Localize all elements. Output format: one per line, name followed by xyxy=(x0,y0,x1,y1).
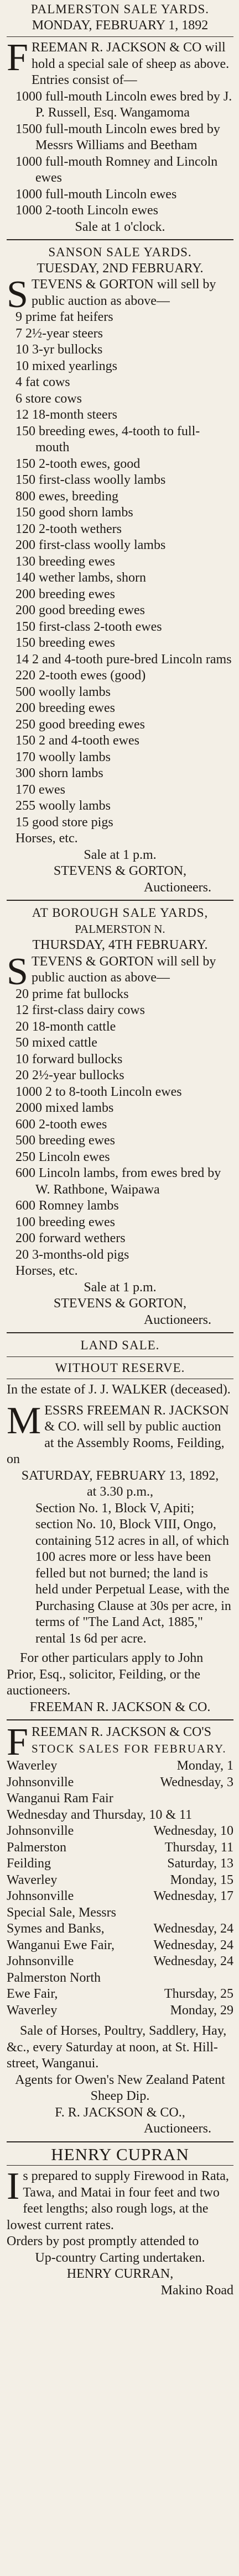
auctioneer-signature: STEVENS & GORTON, xyxy=(53,864,187,878)
schedule-row xyxy=(7,1986,233,2003)
schedule-row xyxy=(7,1954,233,1970)
list-item: 10 forward bullocks xyxy=(15,1052,123,1067)
land-sale-ad xyxy=(7,1337,233,1715)
drop-cap: S xyxy=(7,950,28,993)
ad-intro xyxy=(7,36,233,89)
list-item: 1000 full-mouth Lincoln ewes xyxy=(15,187,177,202)
schedule-place: Palmerston North xyxy=(7,1970,101,1985)
sale-time: Sale at 1 p.m. xyxy=(84,847,157,862)
schedule-row xyxy=(7,1970,233,1987)
schedule-row xyxy=(7,1840,233,1856)
advertiser-address: Makino Road xyxy=(160,2283,233,2298)
sale-time: Sale at 1 o'clock. xyxy=(75,219,165,234)
list-item: 150 first-class woolly lambs xyxy=(15,473,166,487)
list-item: 200 breeding ewes xyxy=(15,587,115,601)
list-item: 300 shorn lambs xyxy=(15,766,103,780)
schedule-date: Monday, 29 xyxy=(170,2003,233,2018)
ad-heading: SANSON SALE YARDS. xyxy=(48,245,192,259)
list-item: 250 good breeding ewes xyxy=(15,717,145,732)
schedule-date: Thursday, 11 xyxy=(164,1840,233,1855)
list-item: 10 mixed yearlings xyxy=(15,358,117,373)
schedule-date: Wednesday, 24 xyxy=(153,1938,233,1952)
schedule-row xyxy=(7,1807,233,1824)
ad-intro xyxy=(7,1399,233,1468)
schedule-row xyxy=(7,1758,233,1775)
sale-time: at 3.30 p.m., xyxy=(87,1485,153,1499)
ad-intro xyxy=(7,2165,233,2234)
horse-sale-note: Sale of Horses, Poultry, Saddlery, Hay, &c., every Saturday at noon, at St. Hill-street, Wanganui. xyxy=(7,2024,227,2071)
schedule-place: Johnsonville xyxy=(7,1889,74,1903)
list-item: 500 woolly lambs xyxy=(15,684,111,699)
intro-text: TEVENS & GORTON will sell by public auction as above— xyxy=(31,277,216,308)
drop-cap: S xyxy=(7,273,28,316)
intro-text: REEMAN R. JACKSON & CO will hold a special sale of sheep as above. Entries consist of— xyxy=(31,40,230,87)
list-item: 100 breeding ewes xyxy=(15,1215,115,1229)
auctioneer-title: Auctioneers. xyxy=(144,880,211,895)
ad-intro xyxy=(7,950,233,993)
schedule-date: Wednesday, 10 xyxy=(153,1824,233,1838)
ad-heading: REEMAN R. JACKSON & CO'S xyxy=(31,1725,211,1739)
drop-cap: F xyxy=(7,36,28,79)
palmerston-sale-ad xyxy=(7,1,233,235)
list-item: 6 store cows xyxy=(15,391,82,406)
ad-heading: PALMERSTON SALE YARDS. xyxy=(30,2,210,16)
drop-cap: M xyxy=(7,1399,41,1442)
list-item: 255 woolly lambs xyxy=(15,799,111,813)
list-item: 20 prime fat bullocks xyxy=(15,986,129,1001)
list-item: Horses, etc. xyxy=(15,1264,78,1278)
list-item: 600 Lincoln lambs, from ewes bred by W. Rathbone, Waipawa xyxy=(15,1166,221,1197)
list-item: 15 good store pigs xyxy=(15,815,113,830)
list-item: 9 prime fat heifers xyxy=(15,310,113,324)
auctioneer-signature: FREEMAN R. JACKSON & CO. xyxy=(29,1699,211,1714)
schedule-row xyxy=(7,1872,233,1889)
schedule-place: Wanganui Ram Fair xyxy=(7,1791,113,1806)
sale-date: TUESDAY, 2ND FEBRUARY. xyxy=(37,261,204,276)
stock-sales-ad xyxy=(7,1721,233,2137)
schedule-row xyxy=(7,1888,233,1905)
list-item: 170 woolly lambs xyxy=(15,749,111,764)
intro-text: ESSRS FREEMAN R. JACKSON & CO. will sell by public auction at the Assembly Rooms, Feilding, on xyxy=(7,1403,229,1466)
list-item: 1500 full-mouth Lincoln ewes bred by Messrs Williams and Beetham xyxy=(15,122,220,152)
intro-text: TEVENS & GORTON will sell by public auction as above— xyxy=(31,954,216,985)
schedule-row xyxy=(7,1905,233,1922)
schedule-date: Monday, 15 xyxy=(170,1872,233,1887)
list-item: 1000 full-mouth Lincoln ewes bred by J. P. Russell, Esq. Wangamoma xyxy=(15,89,232,120)
sale-place: PALMERSTON N. xyxy=(75,922,165,936)
schedule-place: Feilding xyxy=(7,1856,51,1871)
schedule-date: Wednesday, 3 xyxy=(160,1775,233,1790)
schedule-place: Waverley xyxy=(7,1759,58,1773)
list-item: 20 18-month cattle xyxy=(15,1019,116,1034)
schedule-row xyxy=(7,1921,233,1938)
divider xyxy=(7,900,233,901)
divider xyxy=(7,239,233,240)
auctioneer-title: Auctioneers. xyxy=(144,1312,211,1327)
list-item: 200 first-class woolly lambs xyxy=(15,538,166,552)
schedule-date: Thursday, 25 xyxy=(164,1987,233,2001)
entry-list xyxy=(7,309,233,847)
list-item: 1000 2-tooth Lincoln ewes xyxy=(15,203,158,218)
ad-subheading: WITHOUT RESERVE. xyxy=(55,1360,185,1375)
list-item: 500 breeding ewes xyxy=(15,1133,115,1148)
list-item: 200 forward wethers xyxy=(15,1231,126,1245)
estate-notice: In the estate of J. J. WALKER (deceased). xyxy=(7,1382,231,1397)
schedule-date: Monday, 1 xyxy=(176,1759,233,1773)
schedule-date: Saturday, 13 xyxy=(167,1856,233,1871)
list-item: 7 2½-year steers xyxy=(15,326,103,341)
list-item: 12 18-month steers xyxy=(15,408,117,422)
sanson-sale-ad xyxy=(7,244,233,896)
list-item: 12 first-class dairy cows xyxy=(15,1003,145,1017)
schedule-place: Johnsonville xyxy=(7,1824,74,1838)
ad-subheading: STOCK SALES FOR FEBRUARY. xyxy=(31,1741,227,1755)
list-item: 1000 full-mouth Romney and Lincoln ewes xyxy=(15,154,218,185)
schedule-row xyxy=(7,1938,233,1954)
schedule-row xyxy=(7,2003,233,2019)
list-item: 50 mixed cattle xyxy=(15,1036,97,1050)
divider xyxy=(7,1719,233,1720)
schedule-place: Johnsonville xyxy=(7,1954,74,1968)
entry-list xyxy=(7,986,233,1280)
list-item: 120 2-tooth wethers xyxy=(15,521,122,536)
schedule-date: Wednesday, 24 xyxy=(153,1954,233,1968)
ad-intro xyxy=(7,1721,233,1764)
divider xyxy=(7,2141,233,2142)
list-item: 2000 mixed lambs xyxy=(15,1101,114,1115)
list-item: 150 2-tooth ewes, good xyxy=(15,456,141,471)
list-item: 600 Romney lambs xyxy=(15,1199,119,1213)
list-item: 250 Lincoln ewes xyxy=(15,1149,110,1164)
auctioneer-title: Auctioneers. xyxy=(144,2121,211,2136)
list-item: 150 first-class 2-tooth ewes xyxy=(15,619,162,634)
ad-heading: AT BOROUGH SALE YARDS, xyxy=(32,906,209,920)
list-item: 4 fat cows xyxy=(15,375,70,389)
borough-sale-ad xyxy=(7,905,233,1328)
property-description: Section No. 1, Block V, Apiti; section No. 10, Block VIII, Ongo, containing 512 acres in all, of which 100 acres more or less have been felled but not burned; the land is held under Perpetual Lease, with the Purchasing Clause at 30s per acre, in terms of "The Land Act, 1885," rental 1s 6d per acre. xyxy=(35,1501,231,1646)
schedule-date: Wednesday, 17 xyxy=(153,1889,233,1903)
schedule-row xyxy=(7,1775,233,1791)
ad-heading: HENRY CUPRAN xyxy=(51,2144,189,2164)
schedule-place: Ewe Fair, xyxy=(7,1987,58,2001)
ad-intro xyxy=(7,273,233,316)
list-item: 20 2½-year bullocks xyxy=(15,1068,124,1083)
list-item: 10 3-yr bullocks xyxy=(15,342,103,357)
list-item: 14 2 and 4-tooth pure-bred Lincoln rams xyxy=(15,652,232,667)
schedule-list xyxy=(7,1758,233,2019)
list-item: 200 breeding ewes xyxy=(15,701,115,715)
list-item: 130 breeding ewes xyxy=(15,554,115,569)
schedule-place: Special Sale, Messrs xyxy=(7,1905,116,1920)
sale-date: THURSDAY, 4TH FEBRUARY. xyxy=(32,938,208,952)
schedule-row xyxy=(7,1823,233,1840)
intro-text: s prepared to supply Firewood in Rata, Tawa, and Matai in four feet and two feet lengths; also rough logs, at the lowest current rates. xyxy=(7,2169,229,2232)
schedule-date: Wednesday, 24 xyxy=(153,1922,233,1936)
sale-time: Sale at 1 p.m. xyxy=(84,1280,157,1295)
list-item: 1000 2 to 8-tooth Lincoln ewes xyxy=(15,1084,182,1099)
list-item: 150 breeding ewes, 4-tooth to full-mouth xyxy=(15,424,200,455)
divider xyxy=(7,1356,233,1357)
schedule-place: Waverley xyxy=(7,2003,58,2018)
drop-cap: I xyxy=(7,2165,20,2208)
schedule-place: Wednesday and Thursday, 10 & 11 xyxy=(7,1807,193,1822)
agency-note: Agents for Owen's New Zealand Patent Sheep Dip. xyxy=(15,2072,225,2103)
orders-note: Orders by post promptly attended to xyxy=(7,2234,199,2248)
schedule-row xyxy=(7,1791,233,1807)
list-item: 220 2-tooth ewes (good) xyxy=(15,668,146,683)
auctioneer-signature: STEVENS & GORTON, xyxy=(53,1296,187,1311)
schedule-place: Waverley xyxy=(7,1872,58,1887)
schedule-place: Wanganui Ewe Fair, xyxy=(7,1938,115,1952)
list-item: 800 ewes, breeding xyxy=(15,489,118,504)
list-item: 20 3-months-old pigs xyxy=(15,1247,129,1262)
schedule-row xyxy=(7,1856,233,1872)
divider xyxy=(7,2165,233,2166)
sale-date: SATURDAY, FEBRUARY 13, 1892, xyxy=(21,1468,219,1483)
list-item: 150 2 and 4-tooth ewes xyxy=(15,733,139,748)
list-item: 600 2-tooth ewes xyxy=(15,1117,107,1132)
ad-heading: LAND SALE. xyxy=(80,1338,160,1352)
schedule-place: Johnsonville xyxy=(7,1775,74,1790)
list-item: 140 wether lambs, shorn xyxy=(15,571,146,585)
advertiser-signature: HENRY CURRAN, xyxy=(66,2267,174,2281)
list-item: 170 ewes xyxy=(15,782,65,797)
auctioneer-signature: F. R. JACKSON & CO., xyxy=(55,2105,185,2120)
list-item: 200 good breeding ewes xyxy=(15,603,145,617)
divider xyxy=(7,1332,233,1333)
list-item: 150 good shorn lambs xyxy=(15,505,133,520)
schedule-place: Symes and Banks, xyxy=(7,1922,105,1936)
divider xyxy=(7,36,233,37)
sale-date: MONDAY, FEBRUARY 1, 1892 xyxy=(32,18,209,33)
list-item: 150 breeding ewes xyxy=(15,636,115,650)
entry-list xyxy=(7,89,233,219)
list-item: Horses, etc. xyxy=(15,831,78,846)
cupran-firewood-ad xyxy=(7,2146,233,2299)
drop-cap: F xyxy=(7,1721,28,1764)
carting-note: Up-country Carting undertaken. xyxy=(35,2250,205,2265)
schedule-place: Palmerston xyxy=(7,1840,66,1855)
particulars-note: For other particulars apply to John Prior, Esq., solicitor, Feilding, or the auctioneers. xyxy=(7,1651,204,1698)
